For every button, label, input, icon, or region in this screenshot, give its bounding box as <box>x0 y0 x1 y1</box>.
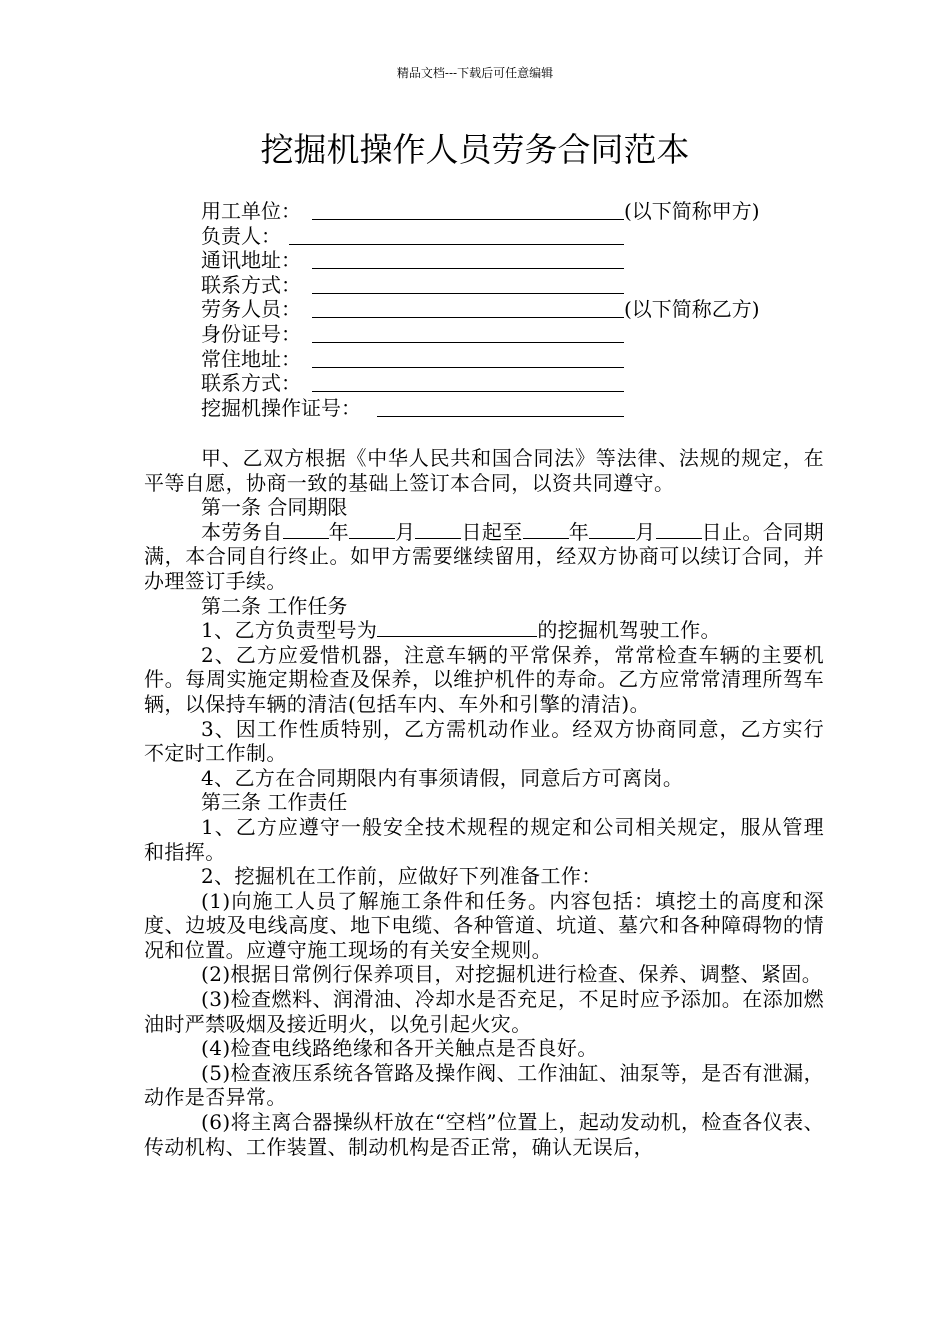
article-2-item-2: 2、乙方应爱惜机器，注意车辆的平常保养，常常检查车辆的主要机件。每周实施定期检查及保养，以维护机件的寿命。乙方应常常清理所驾车辆，以保持车辆的清洁(包括车内、车外和引擎的清洁)。 <box>144 642 824 716</box>
field-worker-contact-label: 联系方式： <box>201 371 301 396</box>
field-mailing-address-label: 通讯地址： <box>201 248 301 273</box>
term-text-4: 日起至 <box>461 519 523 544</box>
party-info-fields <box>201 199 821 420</box>
excavator-model-blank[interactable] <box>377 618 537 637</box>
article-2-heading: 第二条 工作任务 <box>201 593 348 618</box>
end-year-blank[interactable] <box>523 520 569 539</box>
field-employer-contact-label: 联系方式： <box>201 272 301 297</box>
field-person-in-charge-blank[interactable] <box>289 244 624 245</box>
field-id-number <box>201 322 821 347</box>
start-year-blank[interactable] <box>283 520 329 539</box>
end-day-blank[interactable] <box>656 520 702 539</box>
article-3-subitem-5: (5)检查液压系统各管路及操作阀、工作油缸、油泵等，是否有泄漏，动作是否异常。 <box>144 1060 824 1110</box>
field-mailing-address-blank[interactable] <box>312 268 624 269</box>
article-1-term-paragraph <box>144 520 824 594</box>
article-3-subitem-1: (1)向施工人员了解施工条件和任务。内容包括：填挖土的高度和深度、边坡及电线高度、地下电缆、各种管道、坑道、墓穴和各种障碍物的情况和位置。应遵守施工现场的有关安全规则。 <box>144 888 824 962</box>
article-3-subitem-3: (3)检查燃料、润滑油、冷却水是否充足，不足时应予添加。在添加燃油时严禁吸烟及接近明火，以免引起火灾。 <box>144 987 824 1036</box>
field-person-in-charge <box>201 224 821 249</box>
field-employer-contact <box>201 273 821 298</box>
article-3-subitem-2: (2)根据日常例行保养项目，对挖掘机进行检查、保养、调整、紧固。 <box>201 962 823 987</box>
article-1-heading: 第一条 合同期限 <box>201 495 348 520</box>
term-text-1: 本劳务自 <box>201 519 283 544</box>
field-worker-suffix: (以下简称乙方) <box>624 297 760 322</box>
field-employer <box>201 199 821 224</box>
field-person-in-charge-label: 负责人： <box>201 223 281 248</box>
field-employer-label: 用工单位： <box>201 199 301 223</box>
field-operator-license <box>201 396 821 421</box>
model-text-before: 1、乙方负责型号为 <box>201 618 378 643</box>
term-text-6: 月 <box>635 519 656 544</box>
document-title: 挖掘机操作人员劳务合同范本 <box>260 130 690 169</box>
term-text-3: 月 <box>395 519 416 544</box>
field-worker-contact <box>201 371 821 396</box>
article-3-heading: 第三条 工作责任 <box>201 790 348 815</box>
contract-body <box>144 446 824 1159</box>
header-note: 精品文档---下载后可任意编辑 <box>396 66 554 80</box>
article-3-subitem-4: (4)检查电线路绝缘和各开关触点是否良好。 <box>201 1036 598 1061</box>
article-3-item-1: 1、乙方应遵守一般安全技术规程的规定和公司相关规定，服从管理和指挥。 <box>144 814 824 864</box>
field-operator-license-blank[interactable] <box>377 416 624 417</box>
field-worker-label: 劳务人员： <box>201 297 301 322</box>
field-worker <box>201 297 821 322</box>
term-text-2: 年 <box>328 519 350 544</box>
start-day-blank[interactable] <box>415 520 461 539</box>
field-id-number-blank[interactable] <box>312 342 624 343</box>
field-worker-blank[interactable] <box>312 317 624 318</box>
article-3-subitem-6: (6)将主离合器操纵杆放在“空档”位置上，起动发动机，检查各仪表、传动机构、工作装置、制动机构是否正常，确认无误后， <box>144 1110 824 1159</box>
field-employer-suffix: (以下简称甲方) <box>624 199 760 223</box>
end-month-blank[interactable] <box>589 520 635 539</box>
field-employer-contact-blank[interactable] <box>312 293 624 294</box>
article-2-item-4: 4、乙方在合同期限内有事须请假，同意后方可离岗。 <box>201 765 684 790</box>
field-id-number-label: 身份证号： <box>201 321 301 346</box>
field-residence-address-blank[interactable] <box>312 367 624 368</box>
field-employer-blank[interactable] <box>312 219 624 220</box>
article-2-item-1 <box>144 618 824 643</box>
field-residence-address <box>201 347 821 372</box>
field-mailing-address <box>201 248 821 273</box>
model-text-after: 的挖掘机驾驶工作。 <box>537 618 721 643</box>
start-month-blank[interactable] <box>349 520 395 539</box>
article-3-item-2: 2、挖掘机在工作前，应做好下列准备工作： <box>201 864 602 889</box>
term-text-5: 年 <box>568 519 590 544</box>
term-text-7: 日止。合同期满，本合同自行终止。如甲方需要继续留用，经双方协商可以续订合同，并办理签订手续。 <box>144 519 825 593</box>
intro-paragraph: 甲、乙双方根据《中华人民共和国合同法》等法律、法规的规定，在平等自愿，协商一致的基础上签订本合同，以资共同遵守。 <box>144 446 824 495</box>
article-2-item-3: 3、因工作性质特别，乙方需机动作业。经双方协商同意，乙方实行不定时工作制。 <box>144 716 824 766</box>
field-worker-contact-blank[interactable] <box>312 391 624 392</box>
field-operator-license-label: 挖掘机操作证号： <box>201 395 361 420</box>
field-residence-address-label: 常住地址： <box>201 346 301 371</box>
